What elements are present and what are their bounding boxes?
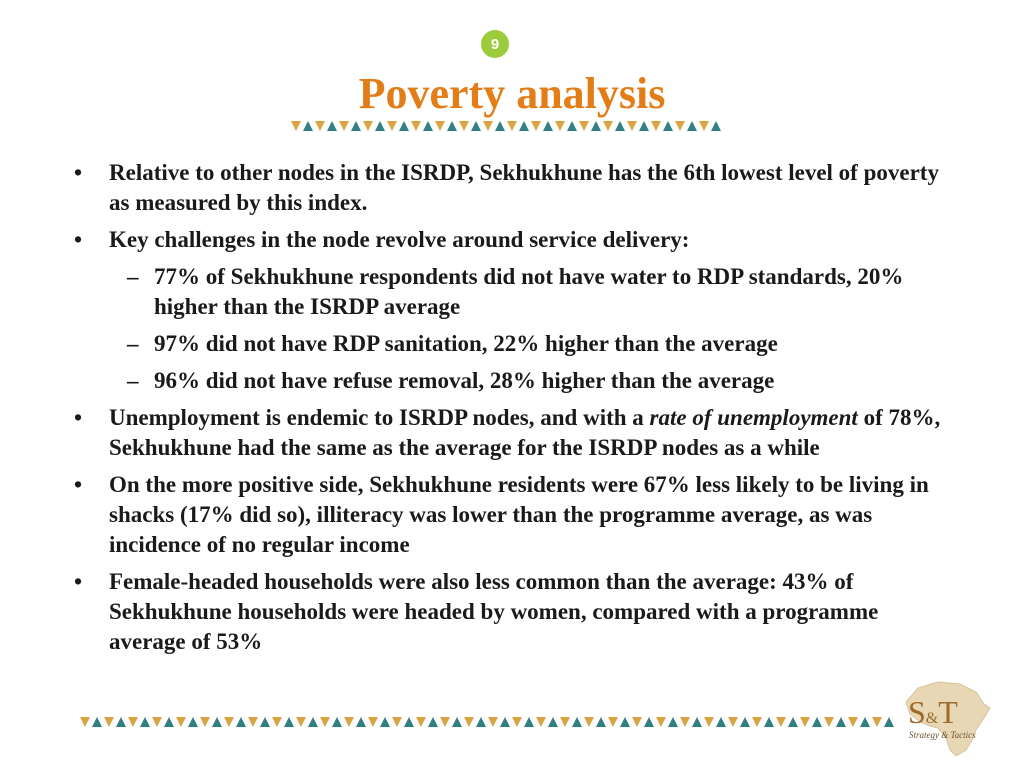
border-triangle-down [483,121,493,131]
bullet-marker: • [74,405,83,430]
border-triangle-up [572,717,582,727]
border-triangle-down [368,717,378,727]
bullet-text: Female-headed households were also less common than the average: 43% of Sekhukhune households were headed by women, compared with a programme average of 53% [109,569,879,654]
border-triangle-up [188,717,198,727]
bullet-text-part: of 78%, Sekhukhune had the same as the average for the ISRDP nodes as a while [109,405,941,460]
border-triangle-down [152,717,162,727]
border-triangle-up [423,121,433,131]
border-triangle-down [627,121,637,131]
bullet-list [70,158,950,664]
border-triangle-up [687,121,697,131]
border-triangle-up [692,717,702,727]
border-triangle-down [248,717,258,727]
dash-marker: – [127,264,139,289]
border-triangle-down [608,717,618,727]
border-triangle-down [315,121,325,131]
border-triangle-down [296,717,306,727]
border-triangle-down [200,717,210,727]
border-triangle-up [380,717,390,727]
border-triangle-up [332,717,342,727]
sub-bullet-item-1 [70,262,950,322]
border-triangle-down [363,121,373,131]
bullet-item-2 [70,225,950,255]
border-triangle-down [339,121,349,131]
border-triangle-up [764,717,774,727]
border-triangle-down [704,717,714,727]
border-triangle-up [116,717,126,727]
border-triangle-up [164,717,174,727]
emphasis-text: rate of unemployment [649,405,858,430]
border-triangle-down [632,717,642,727]
border-triangle-up [476,717,486,727]
border-triangle-up [639,121,649,131]
border-triangle-up [356,717,366,727]
border-triangle-down [411,121,421,131]
border-triangle-up [404,717,414,727]
border-triangle-down [507,121,517,131]
bullet-text: Key challenges in the node revolve around service delivery: [109,227,690,252]
bullet-item-3 [70,403,950,463]
bullet-marker: • [74,227,83,252]
border-triangle-down [824,717,834,727]
border-triangle-down [488,717,498,727]
border-triangle-down [224,717,234,727]
border-triangle-up [308,717,318,727]
logo-tagline: Strategy & Tactics [909,730,976,740]
border-triangle-up [615,121,625,131]
border-triangle-up [428,717,438,727]
border-triangle-down [560,717,570,727]
bullet-text: 97% did not have RDP sanitation, 22% higher than the average [154,331,778,356]
border-triangle-down [579,121,589,131]
border-triangle-down [464,717,474,727]
border-triangle-down [104,717,114,727]
border-triangle-up [495,121,505,131]
border-triangle-up [548,717,558,727]
border-triangle-up [471,121,481,131]
border-triangle-down [344,717,354,727]
border-triangle-down [848,717,858,727]
border-triangle-up [711,121,721,131]
border-triangle-up [212,717,222,727]
border-triangle-down [128,717,138,727]
border-triangle-up [327,121,337,131]
border-triangle-down [459,121,469,131]
border-triangle-down [416,717,426,727]
border-triangle-down [272,717,282,727]
border-triangle-up [519,121,529,131]
logo-ampersand: & [925,710,939,727]
border-triangle-down [651,121,661,131]
dash-marker: – [127,368,139,393]
bullet-text-part: Unemployment is endemic to ISRDP nodes, and with a [109,405,650,430]
border-triangle-down [435,121,445,131]
border-triangle-down [320,717,330,727]
border-triangle-up [860,717,870,727]
border-triangle-up [567,121,577,131]
border-triangle-up [500,717,510,727]
top-triangle-border [291,120,726,132]
border-triangle-up [740,717,750,727]
border-triangle-up [591,121,601,131]
bullet-marker: • [74,160,83,185]
company-logo [880,678,1015,760]
slide-number-badge: 9 [481,30,509,58]
bullet-marker: • [74,472,83,497]
border-triangle-down [512,717,522,727]
border-triangle-up [447,121,457,131]
bullet-text: Relative to other nodes in the ISRDP, Sekhukhune has the 6th lowest level of poverty as measured by this index. [109,160,939,215]
border-triangle-up [399,121,409,131]
border-triangle-down [387,121,397,131]
border-triangle-down [776,717,786,727]
border-triangle-down [656,717,666,727]
border-triangle-up [663,121,673,131]
border-triangle-up [524,717,534,727]
border-triangle-up [303,121,313,131]
border-triangle-up [812,717,822,727]
border-triangle-up [596,717,606,727]
border-triangle-down [752,717,762,727]
border-triangle-down [440,717,450,727]
border-triangle-down [800,717,810,727]
border-triangle-up [284,717,294,727]
border-triangle-up [716,717,726,727]
bullet-item-5 [70,567,950,657]
border-triangle-up [644,717,654,727]
border-triangle-up [788,717,798,727]
border-triangle-down [699,121,709,131]
sub-bullet-item-2 [70,329,950,359]
border-triangle-down [531,121,541,131]
border-triangle-up [92,717,102,727]
border-triangle-up [836,717,846,727]
border-triangle-down [603,121,613,131]
border-triangle-up [452,717,462,727]
bullet-item-1 [70,158,950,218]
border-triangle-down [291,121,301,131]
border-triangle-up [668,717,678,727]
bottom-triangle-border [80,716,904,728]
bullet-text: 77% of Sekhukhune respondents did not have water to RDP standards, 20% higher than the ISRDP average [154,264,904,319]
border-triangle-down [176,717,186,727]
bullet-text [109,405,940,460]
border-triangle-up [375,121,385,131]
sub-bullet-item-3 [70,366,950,396]
border-triangle-up [351,121,361,131]
logo-letter-s: S [908,694,926,730]
border-triangle-down [675,121,685,131]
border-triangle-up [543,121,553,131]
border-triangle-up [260,717,270,727]
bullet-text: 96% did not have refuse removal, 28% higher than the average [154,368,775,393]
border-triangle-up [620,717,630,727]
bullet-item-4 [70,470,950,560]
border-triangle-up [140,717,150,727]
border-triangle-up [236,717,246,727]
border-triangle-down [584,717,594,727]
border-triangle-down [392,717,402,727]
logo-letter-t: T [938,694,958,730]
dash-marker: – [127,331,139,356]
border-triangle-down [80,717,90,727]
slide-title: Poverty analysis [358,69,666,118]
border-triangle-down [728,717,738,727]
border-triangle-down [680,717,690,727]
border-triangle-down [555,121,565,131]
bullet-marker: • [74,569,83,594]
border-triangle-down [536,717,546,727]
bullet-text: On the more positive side, Sekhukhune residents were 67% less likely to be living in shacks (17% did so), illiteracy was lower than the programme average, as was incidence of no regular income [109,472,929,557]
